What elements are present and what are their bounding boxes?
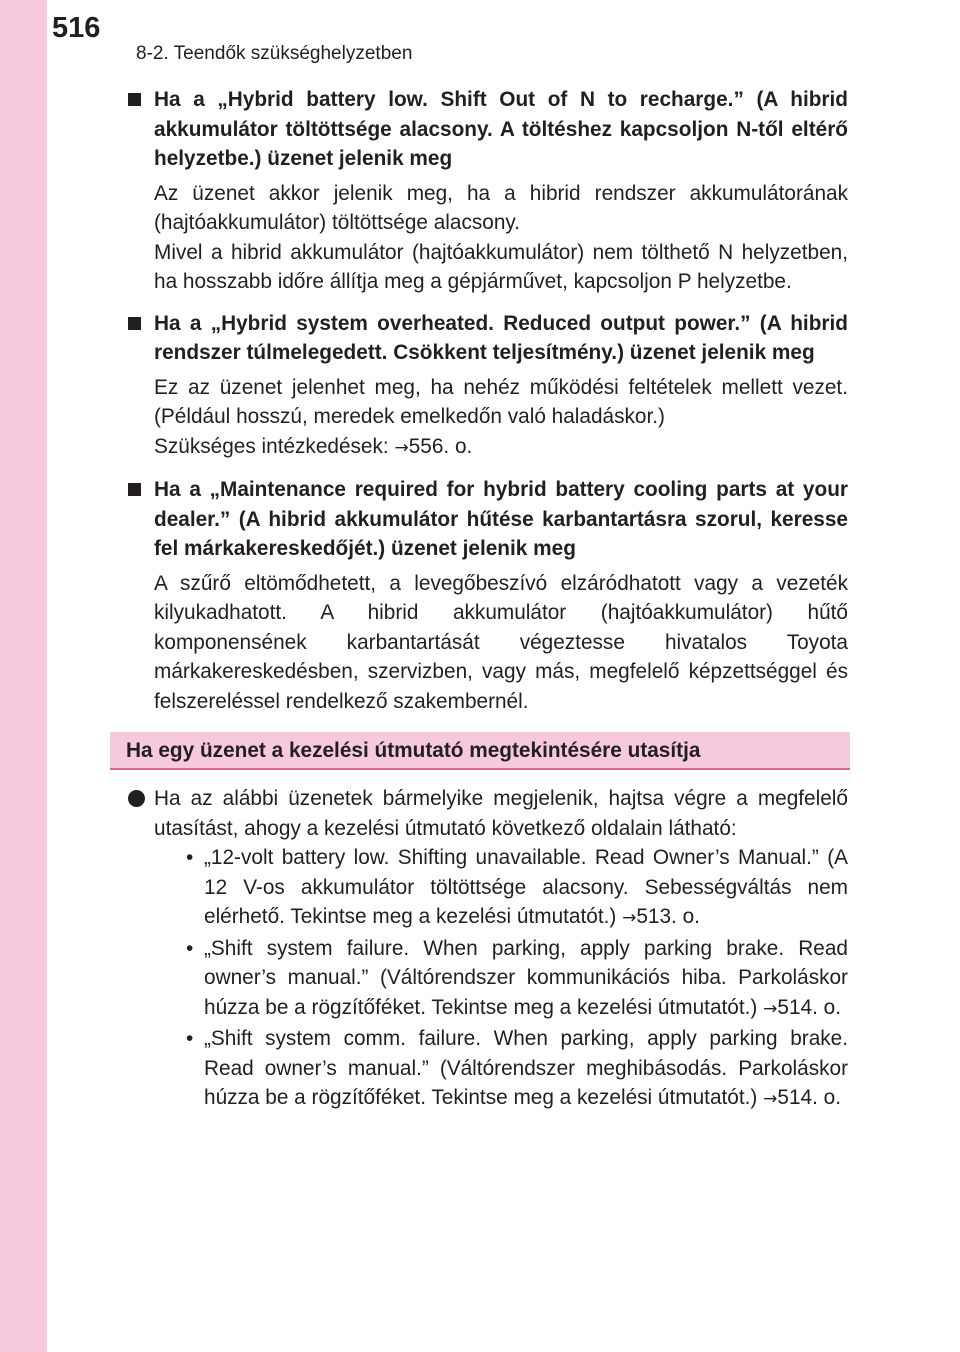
- bullet-intro: Ha az alábbi üzenetek bármelyike megjelenik, hajtsa végre a megfelelő utasítást, ahogy a kezelési útmutató következő oldalain látható:: [154, 787, 848, 840]
- paragraph: A szűrő eltömődhetett, a levegőbeszívó elzáródhatott vagy a vezeték kilyukadhatott. A hibrid akkumulátor (hajtóakkumulátor) hűtő komponensének karbantartását végeztesse hivatalos Toyota márkakereskedésben, szervizben, vagy más, megfelelő képzettséggel és felszereléssel rendelkező szakembernél.: [154, 571, 848, 713]
- bullet-block: [124, 784, 848, 1115]
- page-content: [124, 85, 848, 1115]
- section-heading: Ha a „Hybrid battery low. Shift Out of N to recharge.” (A hibrid akkumulátor töltöttsége alacsony. A töltéshez kapcsoljon N-től eltérő helyzetbe.) üzenet jelenik meg: [124, 85, 848, 174]
- section-overheated: [124, 309, 848, 464]
- list-bullet: •: [186, 846, 194, 869]
- paragraph: Az üzenet akkor jelenik meg, ha a hibrid rendszer akkumulátorának (hajtóakkumulátor) töltöttsége alacsony.: [154, 181, 848, 234]
- list-bullet: •: [186, 1027, 194, 1050]
- message-list: [154, 843, 848, 1115]
- right-arrow-icon: →: [622, 908, 637, 928]
- section-heading: Ha a „Maintenance required for hybrid battery cooling parts at your dealer.” (A hibrid akkumulátor hűtése karbantartásra szorul, keresse fel márkakereskedőjét.) üzenet jelenik meg: [124, 475, 848, 564]
- section-heading: Ha a „Hybrid system overheated. Reduced output power.” (A hibrid rendszer túlmelegedett. Csökkent teljesítmény.) üzenet jelenik meg: [124, 309, 848, 368]
- square-bullet-icon: [128, 483, 141, 496]
- section-body: [124, 373, 848, 464]
- section-battery-low: [124, 85, 848, 297]
- side-color-strip: [0, 0, 47, 1352]
- round-bullet-icon: [128, 790, 145, 807]
- list-item: • „Shift system comm. failure. When parking, apply parking brake. Read owner’s manual.” (Váltórendszer meghibásodás. Parkoláskor húzza be a rögzítőféket. Tekintse meg a kezelési útmutatót.) →514. o.: [154, 1024, 848, 1115]
- paragraph: Mivel a hibrid akkumulátor (hajtóakkumulátor) nem tölthető N helyzetben, ha hosszabb időre állítja meg a gépjárművet, kapcsoljon P helyzetbe.: [154, 240, 848, 293]
- right-arrow-icon: →: [763, 998, 778, 1019]
- square-bullet-icon: [128, 93, 141, 106]
- chapter-title: 8-2. Teendők szükséghelyzetben: [136, 43, 413, 64]
- page-number: 516: [52, 12, 101, 44]
- square-bullet-icon: [128, 317, 141, 330]
- list-item: • „12-volt battery low. Shifting unavailable. Read Owner’s Manual.” (A 12 V-os akkumulátor töltöttsége alacsony. Sebességváltás nem elérhető. Tekintse meg a kezelési útmutatót.) →513. o.: [154, 843, 848, 934]
- page-reference: Szükséges intézkedések: →556. o.: [154, 434, 473, 458]
- reference-link[interactable]: 556. o.: [408, 434, 473, 458]
- reference-link[interactable]: 514. o.: [777, 1086, 841, 1109]
- right-arrow-icon: →: [763, 1089, 778, 1109]
- list-item: • „Shift system failure. When parking, apply parking brake. Read owner’s manual.” (Váltórendszer kommunikációs hiba. Parkoláskor húzza be a rögzítőféket. Tekintse meg a kezelési útmutatót.) →514. o.: [154, 934, 848, 1025]
- reference-link[interactable]: 513. o.: [636, 905, 700, 928]
- section-maintenance: [124, 475, 848, 716]
- paragraph: Ez az üzenet jelenhet meg, ha nehéz működési feltételek mellett vezet. (Például hosszú, meredek emelkedőn való haladáskor.): [154, 375, 848, 428]
- info-box-title: Ha egy üzenet a kezelési útmutató megtekintésére utasítja: [110, 732, 850, 770]
- right-arrow-icon: →: [394, 437, 409, 458]
- list-bullet: •: [186, 936, 194, 960]
- section-body: [124, 569, 848, 717]
- section-body: [124, 179, 848, 297]
- reference-link[interactable]: 514. o.: [777, 995, 841, 1019]
